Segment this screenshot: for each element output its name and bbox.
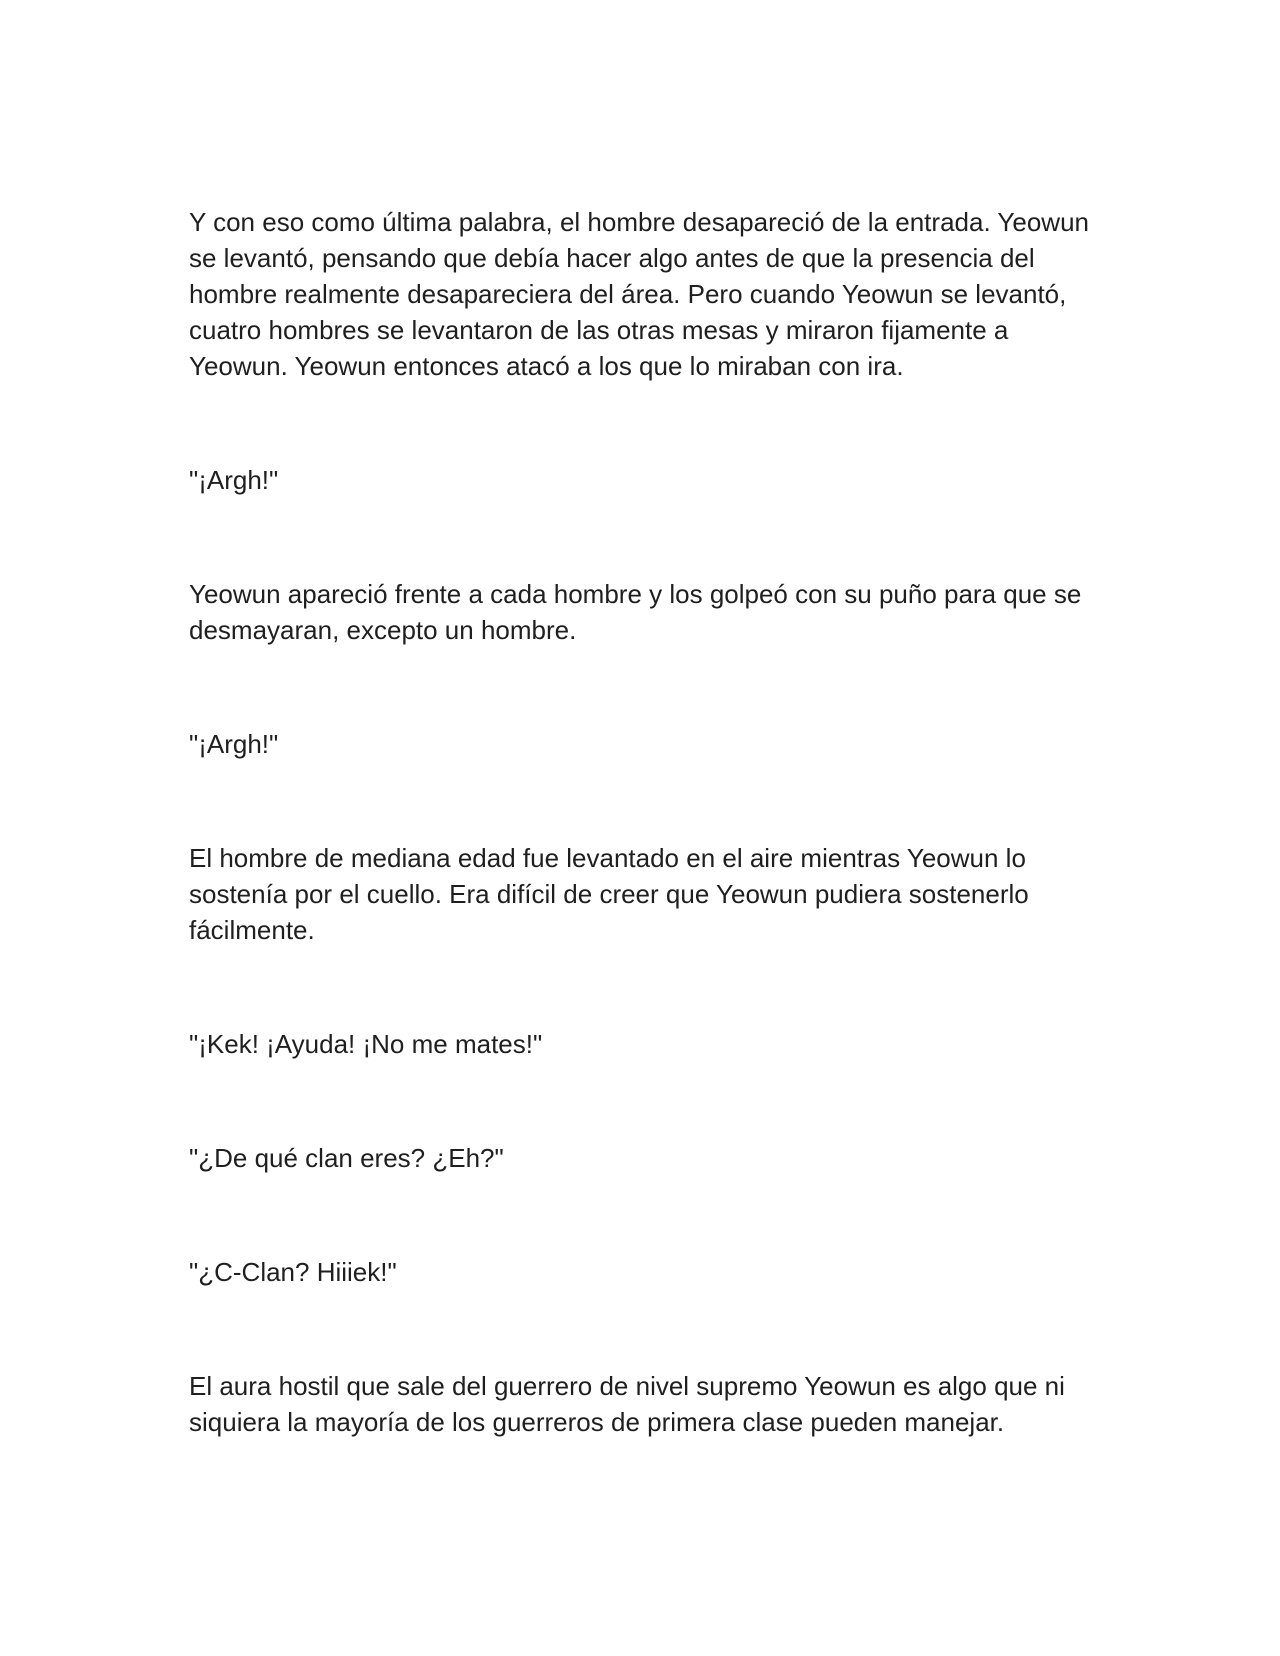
paragraph-spacer — [189, 498, 1099, 576]
dialogue-line: "¿De qué clan eres? ¿Eh?" — [189, 1143, 504, 1173]
document-body — [189, 204, 1099, 1440]
paragraph-spacer — [189, 1062, 1099, 1140]
paragraph-spacer — [189, 1176, 1099, 1254]
paragraph-spacer — [189, 762, 1099, 840]
paragraph-spacer — [189, 648, 1099, 726]
paragraph-spacer — [189, 1290, 1099, 1368]
paragraph-spacer — [189, 948, 1099, 1026]
paragraph: El aura hostil que sale del guerrero de nivel supremo Yeowun es algo que ni siquiera la mayoría de los guerreros de primera clase pueden manejar. — [189, 1371, 1065, 1437]
dialogue-line: "¡Argh!" — [189, 729, 279, 759]
dialogue-line: "¡Kek! ¡Ayuda! ¡No me mates!" — [189, 1029, 543, 1059]
paragraph: El hombre de mediana edad fue levantado en el aire mientras Yeowun lo sostenía por el cuello. Era difícil de creer que Yeowun pudiera sostenerlo fácilmente. — [189, 843, 1029, 945]
dialogue-line: "¿C-Clan? Hiiiek!" — [189, 1257, 397, 1287]
dialogue-line: "¡Argh!" — [189, 465, 279, 495]
paragraph-spacer — [189, 384, 1099, 462]
paragraph: Y con eso como última palabra, el hombre desapareció de la entrada. Yeowun se levantó, pensando que debía hacer algo antes de que la presencia del hombre realmente desapareciera del área. Pero cuando Yeowun se levantó, cuatro hombres se levantaron de las otras mesas y miraron fijamente a Yeowun. Yeowun entonces atacó a los que lo miraban con ira. — [189, 207, 1089, 381]
paragraph: Yeowun apareció frente a cada hombre y los golpeó con su puño para que se desmayaran, excepto un hombre. — [189, 579, 1082, 645]
